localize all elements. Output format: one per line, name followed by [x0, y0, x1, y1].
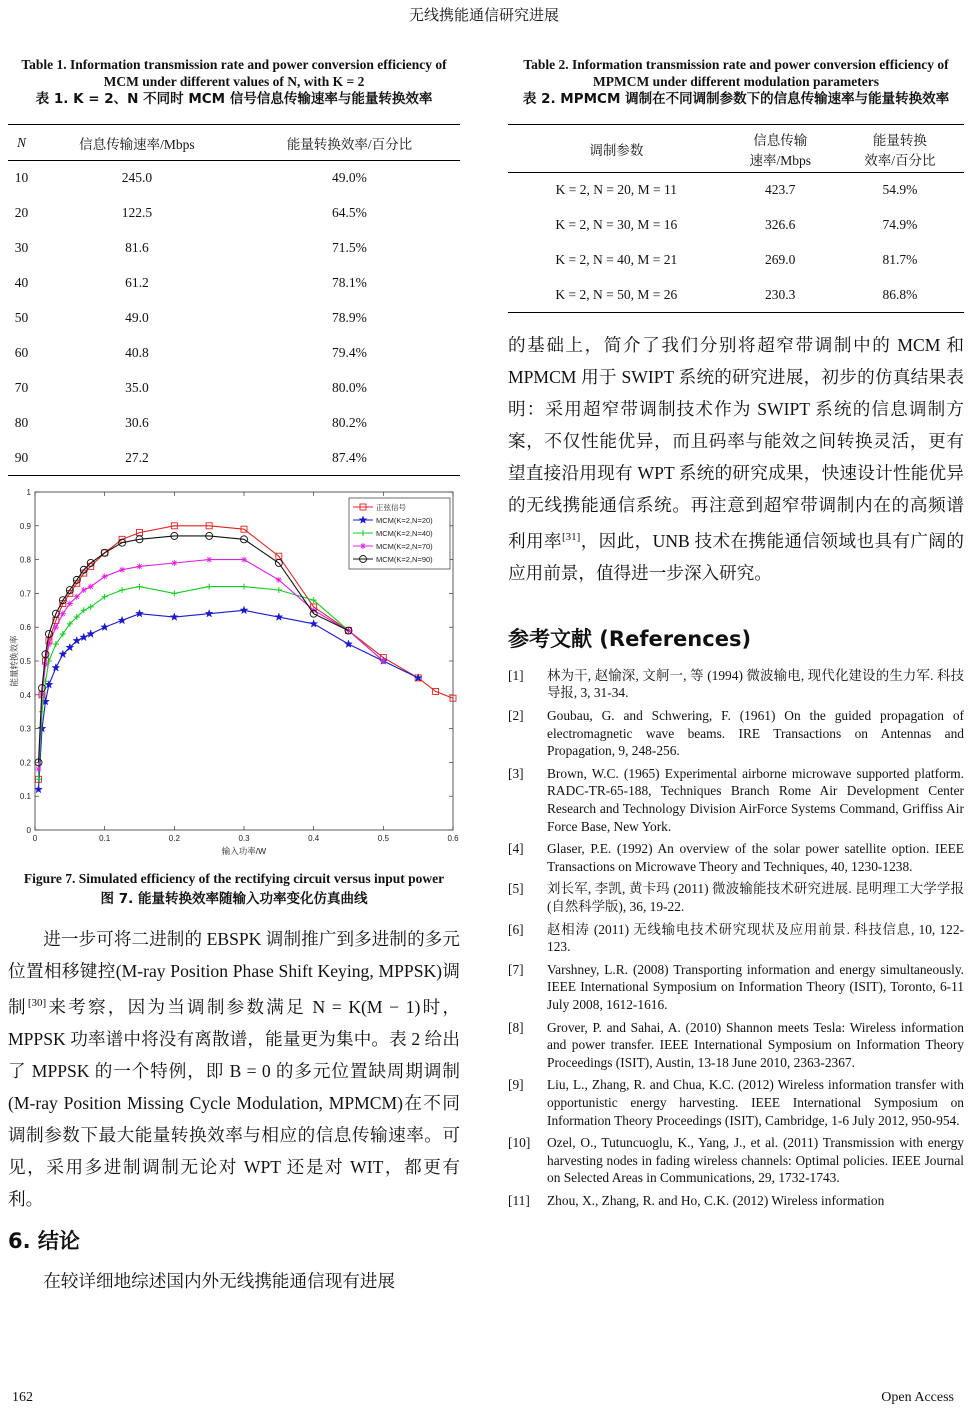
reference-text: Grover, P. and Sahai, A. (2010) Shannon meets Tesla: Wireless information and power transfer. IEEE International Symposium on Information Theory Proceedings (ISIT), Austin, 13-18 June 2010, 2363-2367. — [547, 1019, 964, 1070]
table1-header-eff: 能量转换效率/百分比 — [239, 125, 460, 161]
x-tick-label: 0.2 — [168, 834, 180, 843]
table1-header-rate: 信息传输速率/Mbps — [35, 125, 239, 161]
left-paragraph-1b: 来考察，因为当调制参数满足 N = K(M − 1)时，MPPSK 功率谱中将没有离散谱，能量更为集中。表 2 给出了 MPPSK 的一个特例，即 B = 0 的多元位置缺周期调制(M-ray Position Missing Cycle Modulation, MPMCM)在不同调制参数下最大能量转换效率与相应的信息传输速率。可见，采用多进制调制无论对 WPT 还是对 WIT，都更有利。 — [8, 996, 460, 1209]
table1-cell: 40 — [14, 275, 29, 290]
series-line-3 — [39, 560, 384, 770]
reference-number: [5] — [508, 881, 524, 897]
reference-item — [508, 667, 964, 702]
figure7-chart — [8, 480, 460, 870]
reference-text: Zhou, X., Zhang, R. and Ho, C.K. (2012) Wireless information — [547, 1192, 885, 1208]
citation-31: [31] — [561, 531, 581, 543]
right-paragraph-1a: 的基础上，简介了我们分别将超窄带调制中的 MCM 和 MPMCM 用于 SWIPT 系统的研究进展，初步的仿真结果表明：采用超窄带调制技术作为 SWIPT 系统的信息调制方案，不仅性能优异，而且码率与能效之间转换灵活，更有望直接沿用现有 WPT 系统的研究成果，快速设计性能优异的无线携能通信系统。再注意到超窄带调制内在的高频谱利用率 — [508, 335, 964, 551]
table1-cell: 27.2 — [35, 441, 239, 476]
table2-cell: 423.7 — [765, 182, 796, 198]
reference-number: [4] — [508, 841, 524, 857]
reference-text: Brown, W.C. (1965) Experimental airborne microwave supported platform. RADC-TR-65-188, Techniques Branch Rome Air Development Center Research and Technology Division AirForce Systems Command, Griffiss Air Force Base, New York. — [547, 765, 964, 834]
left-paragraph-2: 在较详细地综述国内外无线携能通信现有进展 — [43, 1270, 396, 1291]
running-header: 无线携能通信研究进展 — [408, 8, 559, 24]
legend-entry: 正弦信号 — [376, 503, 406, 512]
table1-row — [8, 266, 460, 301]
data-point — [118, 616, 126, 623]
table1-row — [8, 336, 460, 371]
reference-text: Ozel, O., Tutuncuoglu, K., Yang, J., et al. (2011) Transmission with energy harvesting nodes in fading wireless channels: Optimal policies. IEEE Journal on Selected Areas in Communications, 29, 1732-1743. — [547, 1135, 964, 1186]
data-point — [241, 584, 247, 590]
table2-cell: K = 2, N = 20, M = 11 — [555, 182, 677, 198]
table2-header-eff-2: 效率/百分比 — [864, 152, 936, 168]
table1-row — [8, 441, 460, 476]
data-point — [171, 613, 179, 620]
citation-30: [30] — [27, 997, 47, 1009]
table1-row — [8, 371, 460, 406]
x-tick-label: 0 — [32, 834, 38, 843]
data-point — [206, 557, 212, 563]
journal-label: Open Access — [881, 1390, 954, 1405]
table1-body — [8, 161, 460, 476]
data-point — [241, 557, 247, 563]
data-point — [276, 587, 282, 593]
reference-text: Goubau, G. and Schwering, F. (1961) On the guided propagation of electromagnetic wave beams. IRE Transactions on Antennas and Propagation, 9, 248-256. — [547, 708, 964, 759]
table1-row — [8, 406, 460, 441]
table1-cell: 80.0% — [332, 380, 367, 395]
table2-cell: 86.8% — [836, 278, 964, 313]
table2-cell: K = 2, N = 30, M = 16 — [555, 217, 678, 232]
data-point — [102, 574, 108, 580]
table1-cell: 10 — [14, 170, 29, 186]
right-column — [508, 56, 964, 1214]
data-point — [171, 560, 177, 566]
table1-cell: 50 — [14, 310, 29, 325]
references-heading: 参考文献 (References) — [508, 626, 752, 651]
table2-row — [508, 173, 964, 208]
table1-row — [8, 231, 460, 266]
table2-header-rate-1: 信息传输 — [753, 132, 808, 148]
data-point — [137, 563, 143, 569]
table1-cell: 78.9% — [332, 310, 367, 325]
table2-caption-en: Table 2. Information transmission rate and power conversion efficiency of MPMCM under different modulation parameters — [523, 57, 949, 89]
table2-cell: 81.7% — [882, 252, 918, 267]
table2-header-rate — [725, 125, 836, 173]
table1-cell: 122.5 — [121, 205, 153, 220]
y-tick-label: 1 — [26, 488, 31, 497]
data-point — [35, 766, 41, 772]
legend-entry: MCM(K=2,N=20) — [376, 516, 433, 525]
reference-text: 刘长军, 李凯, 黄卡玛 (2011) 微波输能技术研究进展. 昆明理工大学学报(自然科学版), 36, 19-22. — [547, 881, 964, 914]
legend-entry: MCM(K=2,N=40) — [376, 529, 433, 538]
table1-cell: 71.5% — [332, 240, 367, 255]
reference-text: Varshney, L.R. (2008) Transporting information and energy simultaneously. IEEE International Symposium on Information Theory (ISIT), Toronto, 6-11 July 2008, 1612-1616. — [547, 961, 964, 1012]
section-6-heading: 6. 结论 — [8, 1228, 80, 1253]
y-tick-label: 0.2 — [19, 758, 31, 768]
y-tick-label: 0.9 — [19, 521, 31, 531]
data-point — [310, 620, 318, 627]
y-tick-label: 0 — [26, 826, 31, 835]
reference-item — [508, 1076, 964, 1129]
reference-item — [508, 961, 964, 1014]
table2-cell: 326.6 — [765, 217, 796, 232]
figure7-caption-zh: 图 7. 能量转换效率随输入功率变化仿真曲线 — [100, 891, 368, 907]
data-point — [119, 587, 125, 593]
data-point — [35, 776, 41, 782]
table2-header-eff-1: 能量转换 — [872, 132, 927, 148]
x-tick-label: 0.4 — [308, 834, 320, 843]
data-point — [35, 785, 43, 792]
table1-header-n: N — [8, 125, 35, 161]
reference-item — [508, 1192, 964, 1210]
y-tick-label: 0.1 — [19, 792, 31, 802]
table2-cell: 230.3 — [725, 278, 836, 313]
reference-item — [508, 1019, 964, 1072]
table1-cell: 79.4% — [332, 345, 367, 360]
table2-caption-zh: 表 2. MPMCM 调制在不同调制参数下的信息传输速率与能量转换效率 — [522, 91, 950, 107]
table1-cell: 80.2% — [332, 415, 367, 430]
table2-body — [508, 173, 964, 313]
y-tick-label: 0.4 — [19, 690, 31, 700]
data-point — [171, 590, 177, 596]
table1-cell: 90 — [8, 441, 35, 476]
reference-text: 林为干, 赵愉深, 文舸一, 等 (1994) 微波输电, 现代化建设的生力军. 科技导报, 3, 31-34. — [547, 667, 964, 701]
data-point — [42, 661, 48, 667]
data-point — [81, 587, 87, 593]
data-point — [240, 606, 248, 613]
legend-entry: MCM(K=2,N=90) — [376, 555, 433, 564]
table2-cell: K = 2, N = 50, M = 26 — [508, 278, 725, 313]
data-point — [60, 611, 66, 617]
references-list — [508, 667, 964, 1210]
data-point — [52, 664, 60, 671]
data-point — [206, 584, 212, 590]
table2-row — [508, 243, 964, 278]
table2-cell: 74.9% — [882, 217, 918, 232]
data-point — [53, 624, 59, 630]
table2-row — [508, 208, 964, 243]
reference-item — [508, 921, 964, 956]
x-tick-label: 0.6 — [447, 834, 459, 843]
data-point — [88, 584, 94, 590]
data-point — [67, 601, 73, 607]
left-paragraph-1 — [8, 923, 460, 1215]
data-point — [345, 640, 353, 647]
reference-number: [8] — [508, 1019, 524, 1035]
table1-cell: 30.6 — [125, 415, 149, 430]
table1-cell: 40.8 — [125, 345, 149, 360]
legend-entry: MCM(K=2,N=70) — [376, 542, 433, 551]
reference-number: [10] — [508, 1135, 531, 1151]
reference-item — [508, 880, 964, 915]
table1-row — [8, 301, 460, 336]
x-axis-label: 输入功率/W — [221, 846, 267, 856]
reference-number: [7] — [508, 961, 524, 977]
table2-header-param: 调制参数 — [508, 125, 725, 173]
y-tick-label: 0.8 — [19, 555, 31, 565]
reference-number: [11] — [508, 1192, 530, 1208]
figure7-caption-en: Figure 7. Simulated efficiency of the rectifying circuit versus input power — [23, 871, 445, 886]
table2-cell: K = 2, N = 40, M = 21 — [555, 252, 678, 267]
x-tick-label: 0.5 — [377, 834, 389, 843]
data-point — [74, 594, 80, 600]
data-point — [136, 610, 144, 617]
table1-cell: 30 — [14, 240, 29, 255]
table2-cell: 54.9% — [882, 182, 918, 198]
x-tick-label: 0.3 — [238, 834, 250, 843]
table1-row — [8, 196, 460, 231]
reference-item — [508, 1134, 964, 1187]
data-point — [276, 577, 282, 583]
y-axis-label: 能量转换效率 — [9, 635, 19, 687]
left-column — [8, 56, 460, 1297]
y-tick-label: 0.5 — [19, 657, 31, 666]
data-point — [380, 658, 386, 664]
data-point — [87, 630, 95, 637]
table1-caption-en: Table 1. Information transmission rate and power conversion efficiency of MCM under different values of N, with K = 2 — [21, 57, 447, 89]
table1-cell: 20 — [14, 205, 29, 220]
left-paragraph-1a: 进一步可将二进制的 EBSPK 调制推广到多进制的多元位置相移键控(M-ray Position Phase Shift Keying, MPPSK)调制 — [8, 929, 460, 1017]
data-point — [205, 610, 213, 617]
reference-number: [3] — [508, 765, 524, 781]
table2-header-eff — [836, 125, 964, 173]
table1-cell: 80 — [14, 415, 29, 430]
page-number: 162 — [12, 1390, 33, 1405]
table1-cell: 78.1% — [332, 275, 367, 290]
reference-item — [508, 840, 964, 875]
table1-cell: 49.0 — [125, 310, 149, 325]
reference-text: Glaser, P.E. (1992) An overview of the solar power satellite option. IEEE Transactions on Microwave Theory and Techniques, 40, 1230-1238. — [547, 841, 964, 874]
table1-cell: 60 — [14, 345, 29, 360]
table1-cell: 61.2 — [125, 275, 149, 290]
table1-cell: 35.0 — [125, 380, 149, 395]
data-point — [80, 633, 88, 640]
table1-cell: 87.4% — [239, 441, 460, 476]
reference-item — [508, 707, 964, 760]
table2-cell: 269.0 — [765, 252, 796, 267]
table1-cell: 64.5% — [332, 205, 367, 220]
data-point — [137, 584, 143, 590]
data-point — [275, 613, 283, 620]
right-paragraph-1b: ，因此，UNB 技术在携能通信领域也具有广阔的应用前景，值得进一步深入研究。 — [508, 530, 964, 583]
table1-caption-zh: 表 1. K = 2、N 不同时 MCM 信号信息传输速率与能量转换效率 — [35, 91, 433, 107]
x-tick-label: 0.1 — [99, 834, 111, 843]
y-tick-label: 0.7 — [19, 589, 31, 599]
table1 — [8, 124, 460, 476]
data-point — [119, 567, 125, 573]
reference-number: [6] — [508, 921, 524, 937]
table1-cell: 81.6 — [125, 240, 149, 255]
data-point — [101, 623, 109, 630]
y-tick-label: 0.6 — [19, 623, 31, 633]
reference-number: [1] — [508, 667, 524, 683]
reference-text: Liu, L., Zhang, R. and Chua, K.C. (2012) Wireless information transfer with opportunistic energy harvesting. IEEE International Symposium on Information Theory Proceedings (ISIT), Cambridge, 1-6 July 2012, 950-954. — [547, 1077, 964, 1128]
table2-header-rate-2: 速率/Mbps — [749, 152, 811, 168]
table1-row — [8, 161, 460, 196]
table1-cell: 49.0% — [332, 170, 367, 186]
series-line-1 — [39, 610, 419, 789]
table2 — [508, 124, 964, 313]
right-paragraph-1 — [508, 329, 964, 589]
legend-marker — [360, 543, 366, 549]
table1-cell: 245.0 — [121, 170, 153, 186]
reference-text: 赵相涛 (2011) 无线输电技术研究现状及应用前景. 科技信息, 10, 122-123. — [547, 921, 964, 955]
y-tick-label: 0.3 — [19, 724, 31, 734]
table1-cell: 70 — [14, 380, 29, 395]
table2-row — [508, 278, 964, 313]
reference-item — [508, 765, 964, 835]
reference-number: [2] — [508, 708, 524, 724]
reference-number: [9] — [508, 1077, 524, 1093]
